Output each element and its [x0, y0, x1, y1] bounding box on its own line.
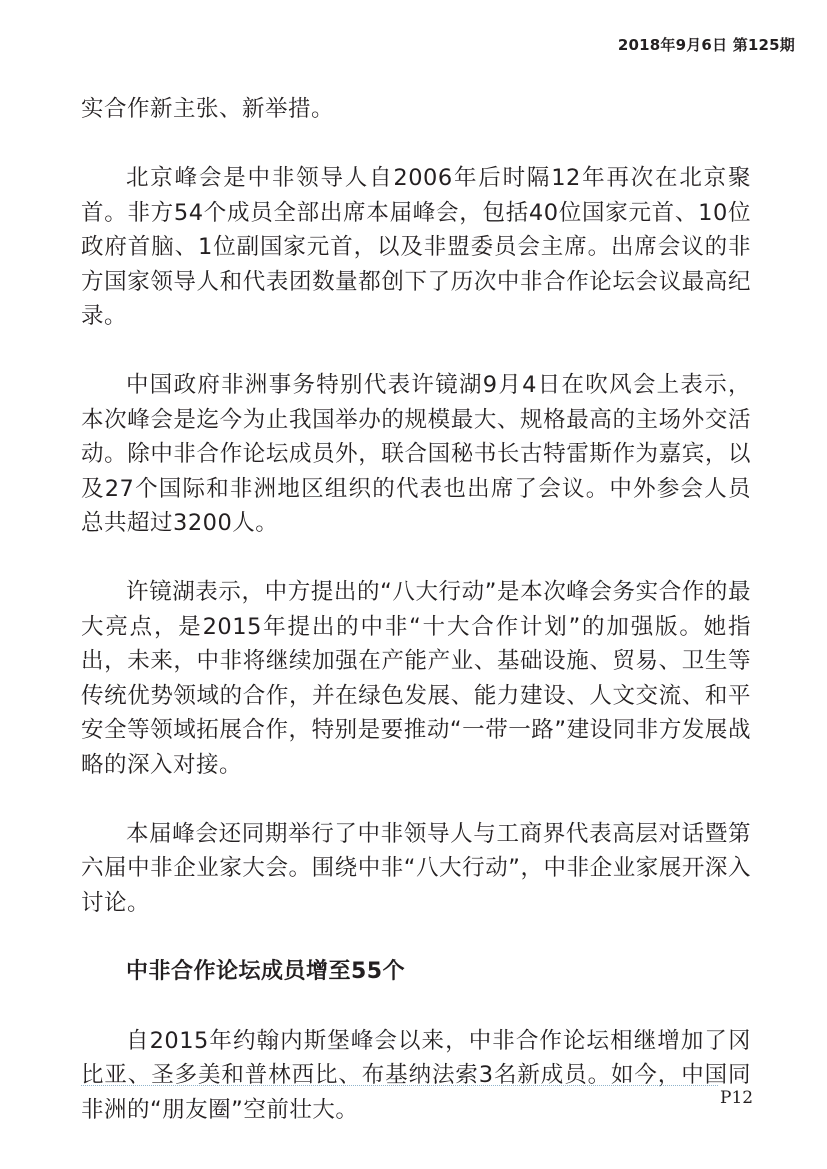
article-paragraph: 自2015年约翰内斯堡峰会以来，中非合作论坛相继增加了冈比亚、圣多美和普林西比、布基纳法索3名新成员。如今，中国同非洲的“朋友圈”空前壮大。 — [81, 1027, 751, 1123]
article-paragraph: 许镜湖表示，中方提出的“八大行动”是本次峰会务实合作的最大亮点，是2015年提出的中非“十大合作计划”的加强版。她指出，未来，中非将继续加强在产能产业、基础设施、贸易、卫生等传统优势领域的合作，并在绿色发展、能力建设、人文交流、和平安全等领域拓展合作，特别是要推动“一带一路”建设同非方发展战略的深入对接。 — [81, 579, 751, 778]
article-body — [81, 92, 754, 1162]
article-paragraph: 中国政府非洲事务特别代表许镜湖9月4日在吹风会上表示，本次峰会是迄今为止我国举办的规模最大、规格最高的主场外交活动。除中非合作论坛成员外，联合国秘书长古特雷斯作为嘉宾，以及27个国际和非洲地区组织的代表也出席了会议。中外参会人员总共超过3200人。 — [81, 372, 751, 536]
section-subheading: 中非合作论坛成员增至55个 — [126, 958, 406, 984]
article-paragraph: 北京峰会是中非领导人自2006年后时隔12年再次在北京聚首。非方54个成员全部出席本届峰会，包括40位国家元首、10位政府首脑、1位副国家元首，以及非盟委员会主席。出席会议的非方国家领导人和代表团数量都创下了历次中非合作论坛会议最高纪录。 — [81, 165, 751, 329]
issue-date-header: 2018年9月6日 第125期 — [617, 36, 795, 54]
article-paragraph: 本届峰会还同期举行了中非领导人与工商界代表高层对话暨第六届中非企业家大会。围绕中非“八大行动”，中非企业家展开深入讨论。 — [81, 820, 751, 916]
page-number: P12 — [720, 1088, 754, 1108]
article-paragraph: 实合作新主张、新举措。 — [81, 96, 335, 122]
footer-divider — [81, 1085, 718, 1086]
